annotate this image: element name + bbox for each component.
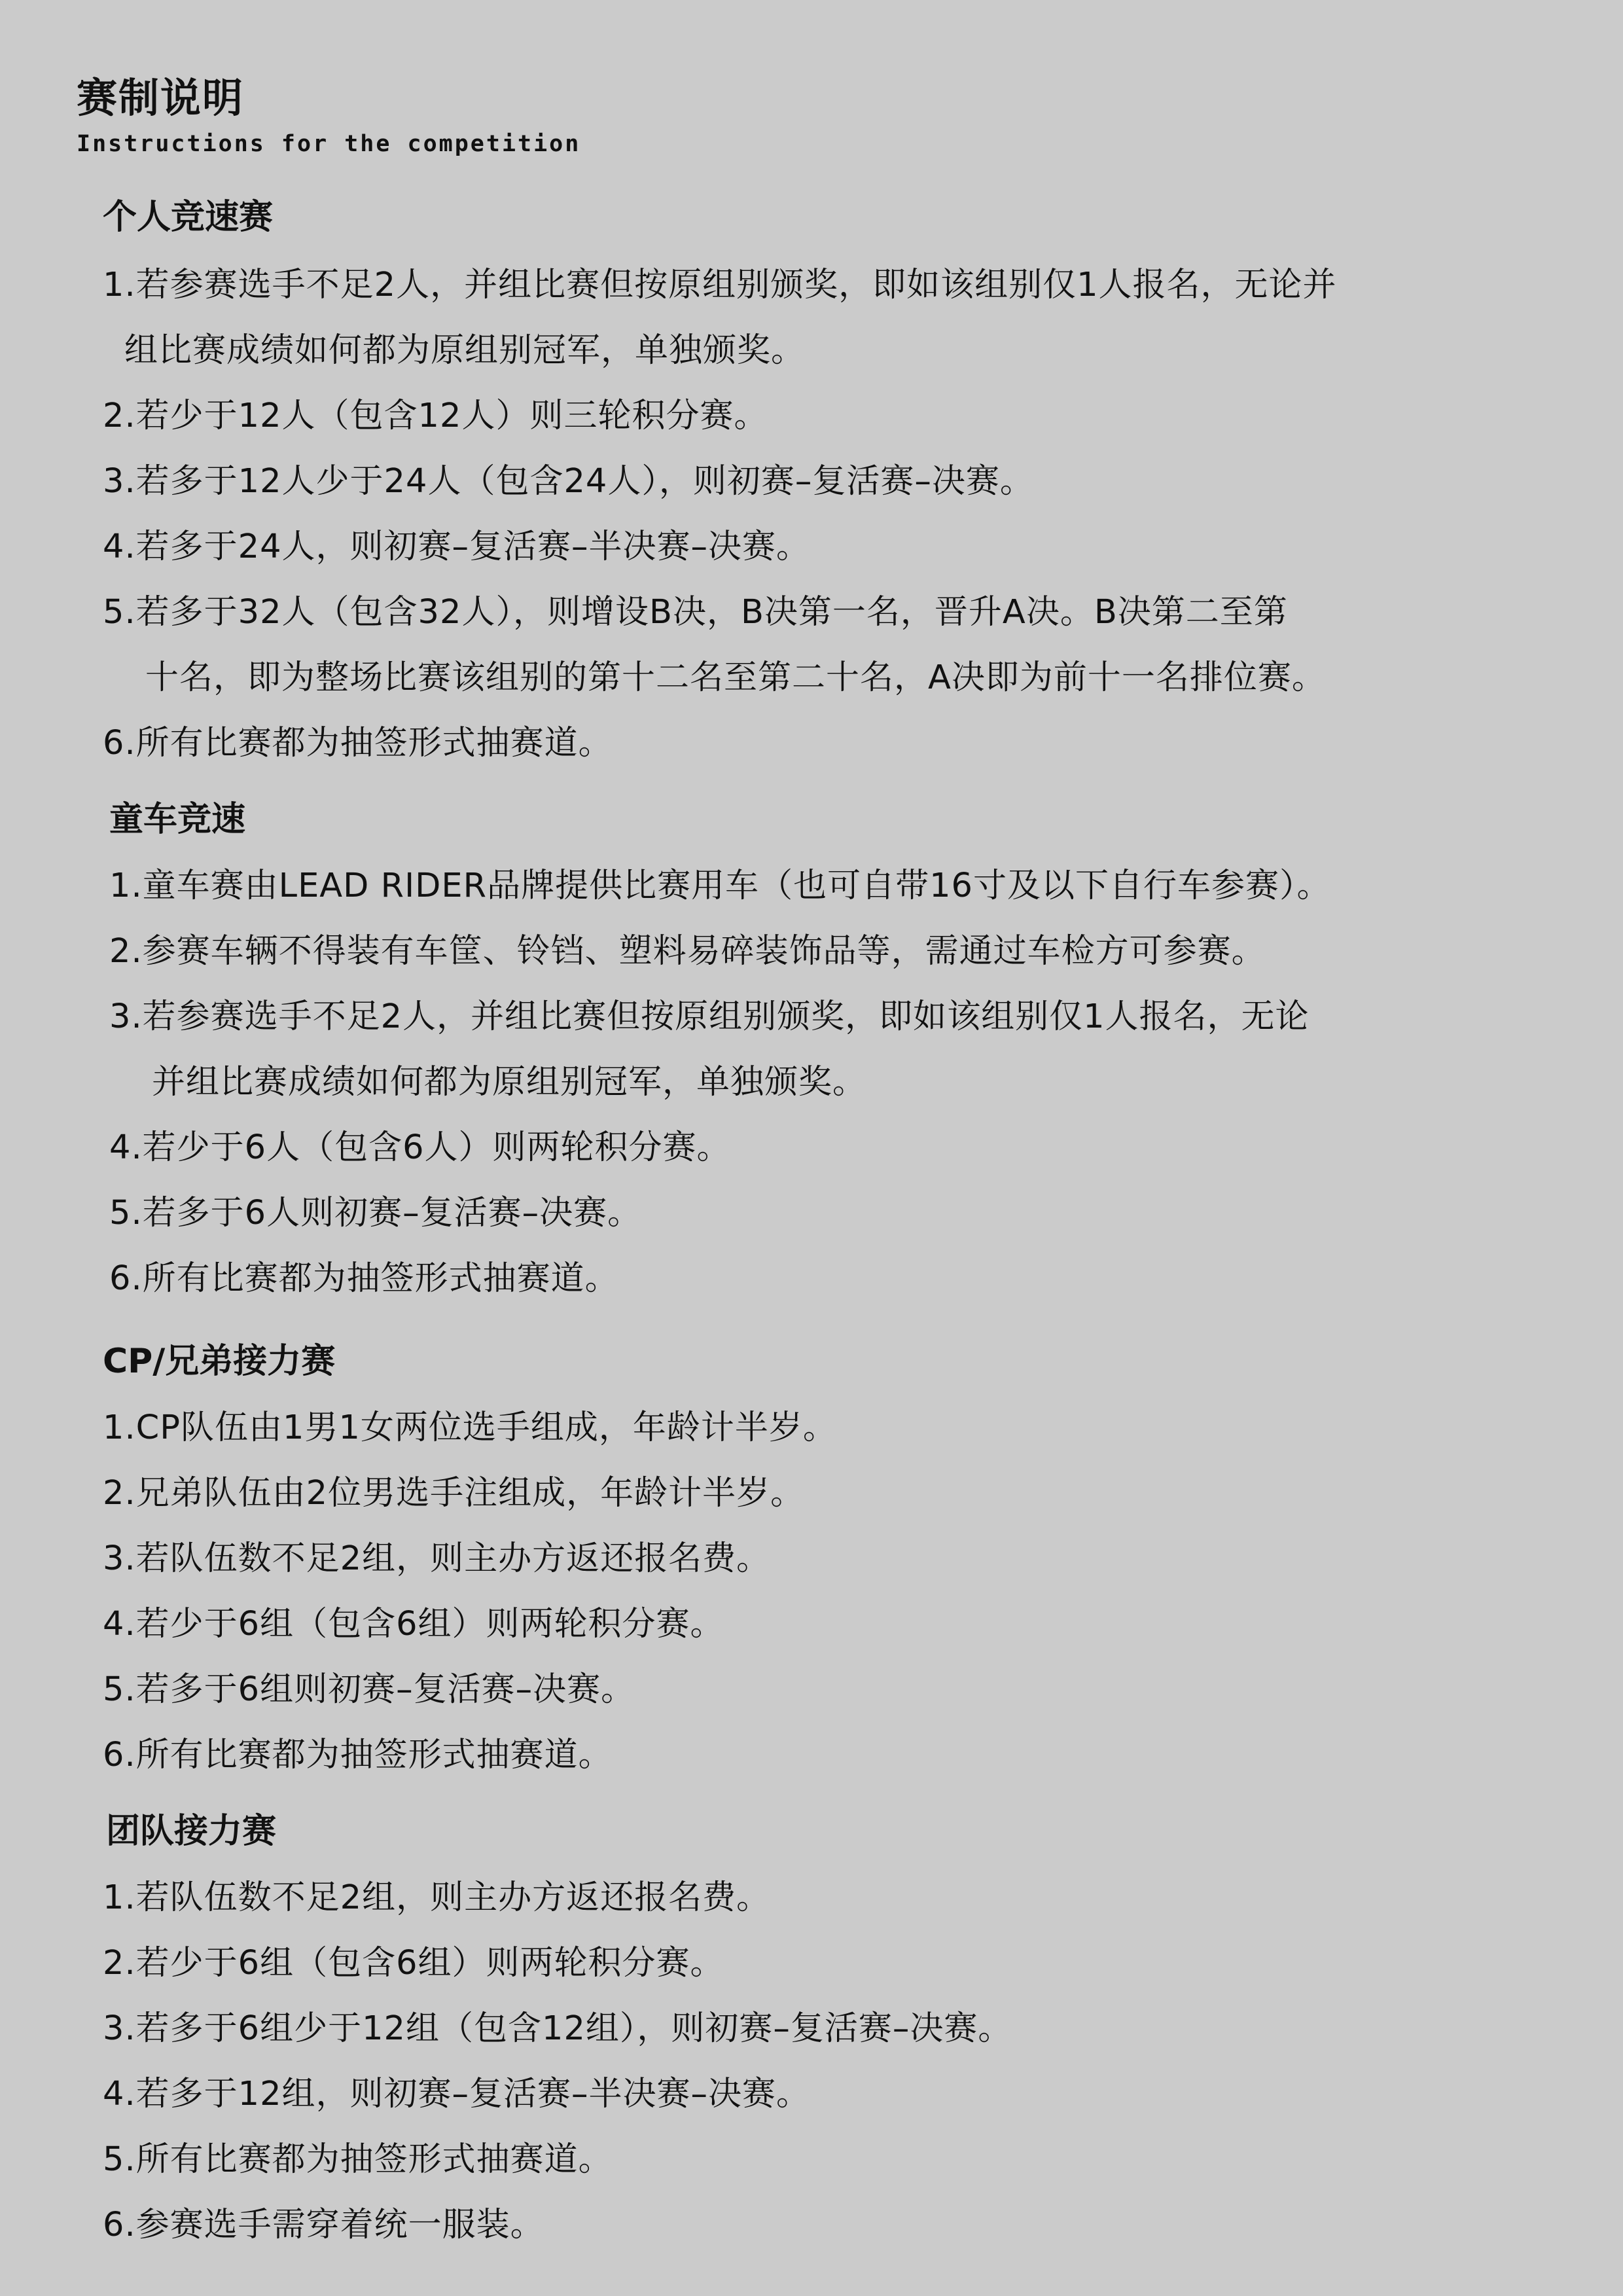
- section-title-team-relay: 团队接力赛: [106, 1812, 277, 1851]
- section-title-individual-race: 个人竞速赛: [103, 198, 274, 237]
- rule-item-continuation: 十名，即为整场比赛该组别的第十二名至第二十名，A决即为前十一名排位赛。: [145, 658, 1326, 697]
- rule-item: 6.所有比赛都为抽签形式抽赛道。: [103, 724, 613, 762]
- rule-item: 5.所有比赛都为抽签形式抽赛道。: [103, 2140, 613, 2179]
- rule-item: 3.若多于6组少于12组（包含12组），则初赛–复活赛–决赛。: [103, 2009, 1012, 2048]
- rule-item: 5.若多于6组则初赛–复活赛–决赛。: [103, 1670, 635, 1709]
- rule-item: 4.若多于12组，则初赛–复活赛–半决赛–决赛。: [103, 2075, 811, 2113]
- rule-item: 2.兄弟队伍由2位男选手注组成，年龄计半岁。: [103, 1474, 805, 1513]
- rule-item: 2.若少于6组（包含6组）则两轮积分赛。: [103, 1944, 724, 1982]
- rule-item: 4.若多于24人，则初赛–复活赛–半决赛–决赛。: [103, 528, 811, 566]
- rule-item: 6.所有比赛都为抽签形式抽赛道。: [103, 1736, 613, 1774]
- rule-item: 4.若少于6组（包含6组）则两轮积分赛。: [103, 1605, 724, 1643]
- rule-item: 3.若队伍数不足2组，则主办方返还报名费。: [103, 1539, 771, 1578]
- section-title-kids-bike-race: 童车竞速: [109, 800, 246, 839]
- rule-item: 1.CP队伍由1男1女两位选手组成，年龄计半岁。: [103, 1408, 837, 1447]
- rule-item: 1.若参赛选手不足2人，并组比赛但按原组别颁奖，即如该组别仅1人报名，无论并: [103, 266, 1337, 304]
- rule-item: 2.参赛车辆不得装有车筐、铃铛、塑料易碎装饰品等，需通过车检方可参赛。: [109, 932, 1266, 971]
- rule-item: 1.若队伍数不足2组，则主办方返还报名费。: [103, 1878, 771, 1917]
- rule-item-continuation: 并组比赛成绩如何都为原组别冠军，单独颁奖。: [152, 1063, 867, 1102]
- rule-item: 6.参赛选手需穿着统一服装。: [103, 2206, 544, 2244]
- rule-item: 5.若多于6人则初赛–复活赛–决赛。: [109, 1194, 642, 1232]
- document-header: [77, 73, 580, 157]
- rule-item: 2.若少于12人（包含12人）则三轮积分赛。: [103, 397, 768, 435]
- page-subtitle: Instructions for the competition: [77, 131, 581, 157]
- rule-item: 3.若参赛选手不足2人，并组比赛但按原组别颁奖，即如该组别仅1人报名，无论: [109, 997, 1310, 1036]
- rule-item: 6.所有比赛都为抽签形式抽赛道。: [109, 1259, 619, 1298]
- rule-item: 3.若多于12人少于24人（包含24人），则初赛–复活赛–决赛。: [103, 462, 1034, 501]
- section-title-cp-brother-relay: CP/兄弟接力赛: [103, 1342, 336, 1381]
- rule-item: 5.若多于32人（包含32人），则增设B决，B决第一名，晋升A决。B决第二至第: [103, 593, 1288, 632]
- page-title: 赛制说明: [77, 74, 245, 122]
- rule-item-continuation: 组比赛成绩如何都为原组别冠军，单独颁奖。: [124, 331, 806, 370]
- rule-item: 1.童车赛由LEAD RIDER品牌提供比赛用车（也可自带16寸及以下自行车参赛）。: [109, 867, 1331, 905]
- rule-item: 4.若少于6人（包含6人）则两轮积分赛。: [109, 1128, 731, 1167]
